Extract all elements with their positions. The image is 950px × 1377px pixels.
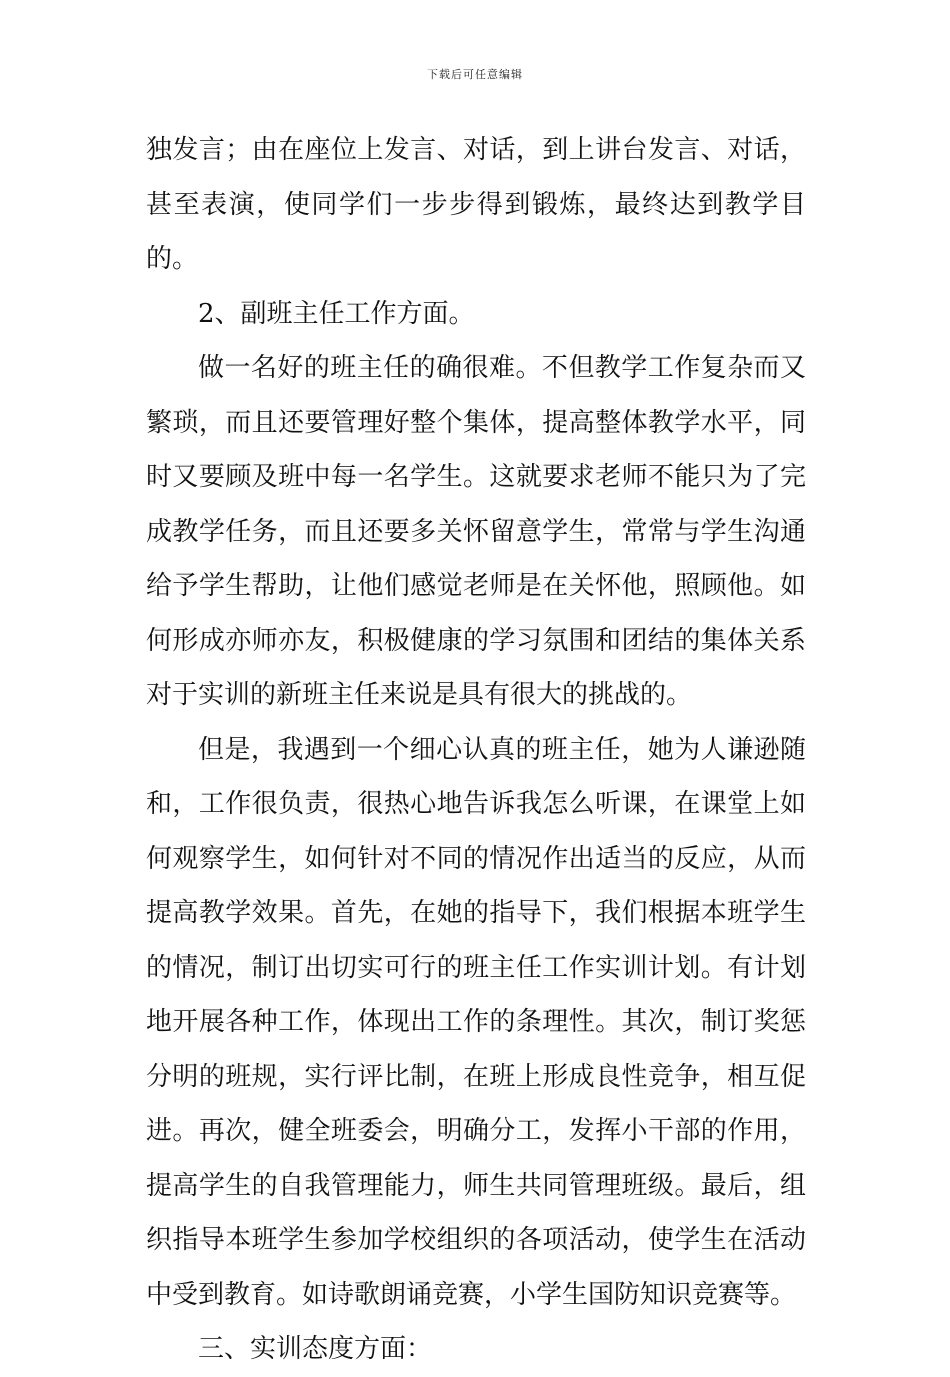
- paragraph-class-teacher-difficulty: 做一名好的班主任的确很难。不但教学工作复杂而又繁琐，而且还要管理好整个集体，提高整体教学水平，同时又要顾及班中每一名学生。这就要求老师不能只为了完成教学任务，而且还要多关怀留意学生，常常与学生沟通给予学生帮助，让他们感觉老师是在关怀他，照顾他。如何形成亦师亦友，积极健康的学习氛围和团结的集体关系对于实训的新班主任来说是具有很大的挑战的。: [146, 353, 806, 710]
- page-header: 下载后可任意编辑: [427, 68, 523, 81]
- section-heading-vice-class-teacher: 2、副班主任工作方面。: [198, 298, 475, 329]
- section-heading-training-attitude: 三、实训态度方面：: [198, 1334, 433, 1364]
- document-body: [146, 123, 806, 1377]
- paragraph-class-teacher-guidance: 但是，我遇到一个细心认真的班主任，她为人谦逊随和，工作很负责，很热心地告诉我怎么听课，在课堂上如何观察学生，如何针对不同的情况作出适当的反应，从而提高教学效果。首先，在她的指导下，我们根据本班学生的情况，制订出切实可行的班主任工作实训计划。有计划地开展各种工作，体现出工作的条理性。其次，制订奖惩分明的班规，实行评比制，在班上形成良性竞争，相互促进。再次，健全班委会，明确分工，发挥小干部的作用，提高学生的自我管理能力，师生共同管理班级。最后，组织指导本班学生参加学校组织的各项活动，使学生在活动中受到教育。如诗歌朗诵竞赛，小学生国防知识竞赛等。: [146, 734, 806, 1310]
- paragraph-continuation: 独发言；由在座位上发言、对话，到上讲台发言、对话，甚至表演，使同学们一步步得到锻炼，最终达到教学目的。: [146, 135, 806, 274]
